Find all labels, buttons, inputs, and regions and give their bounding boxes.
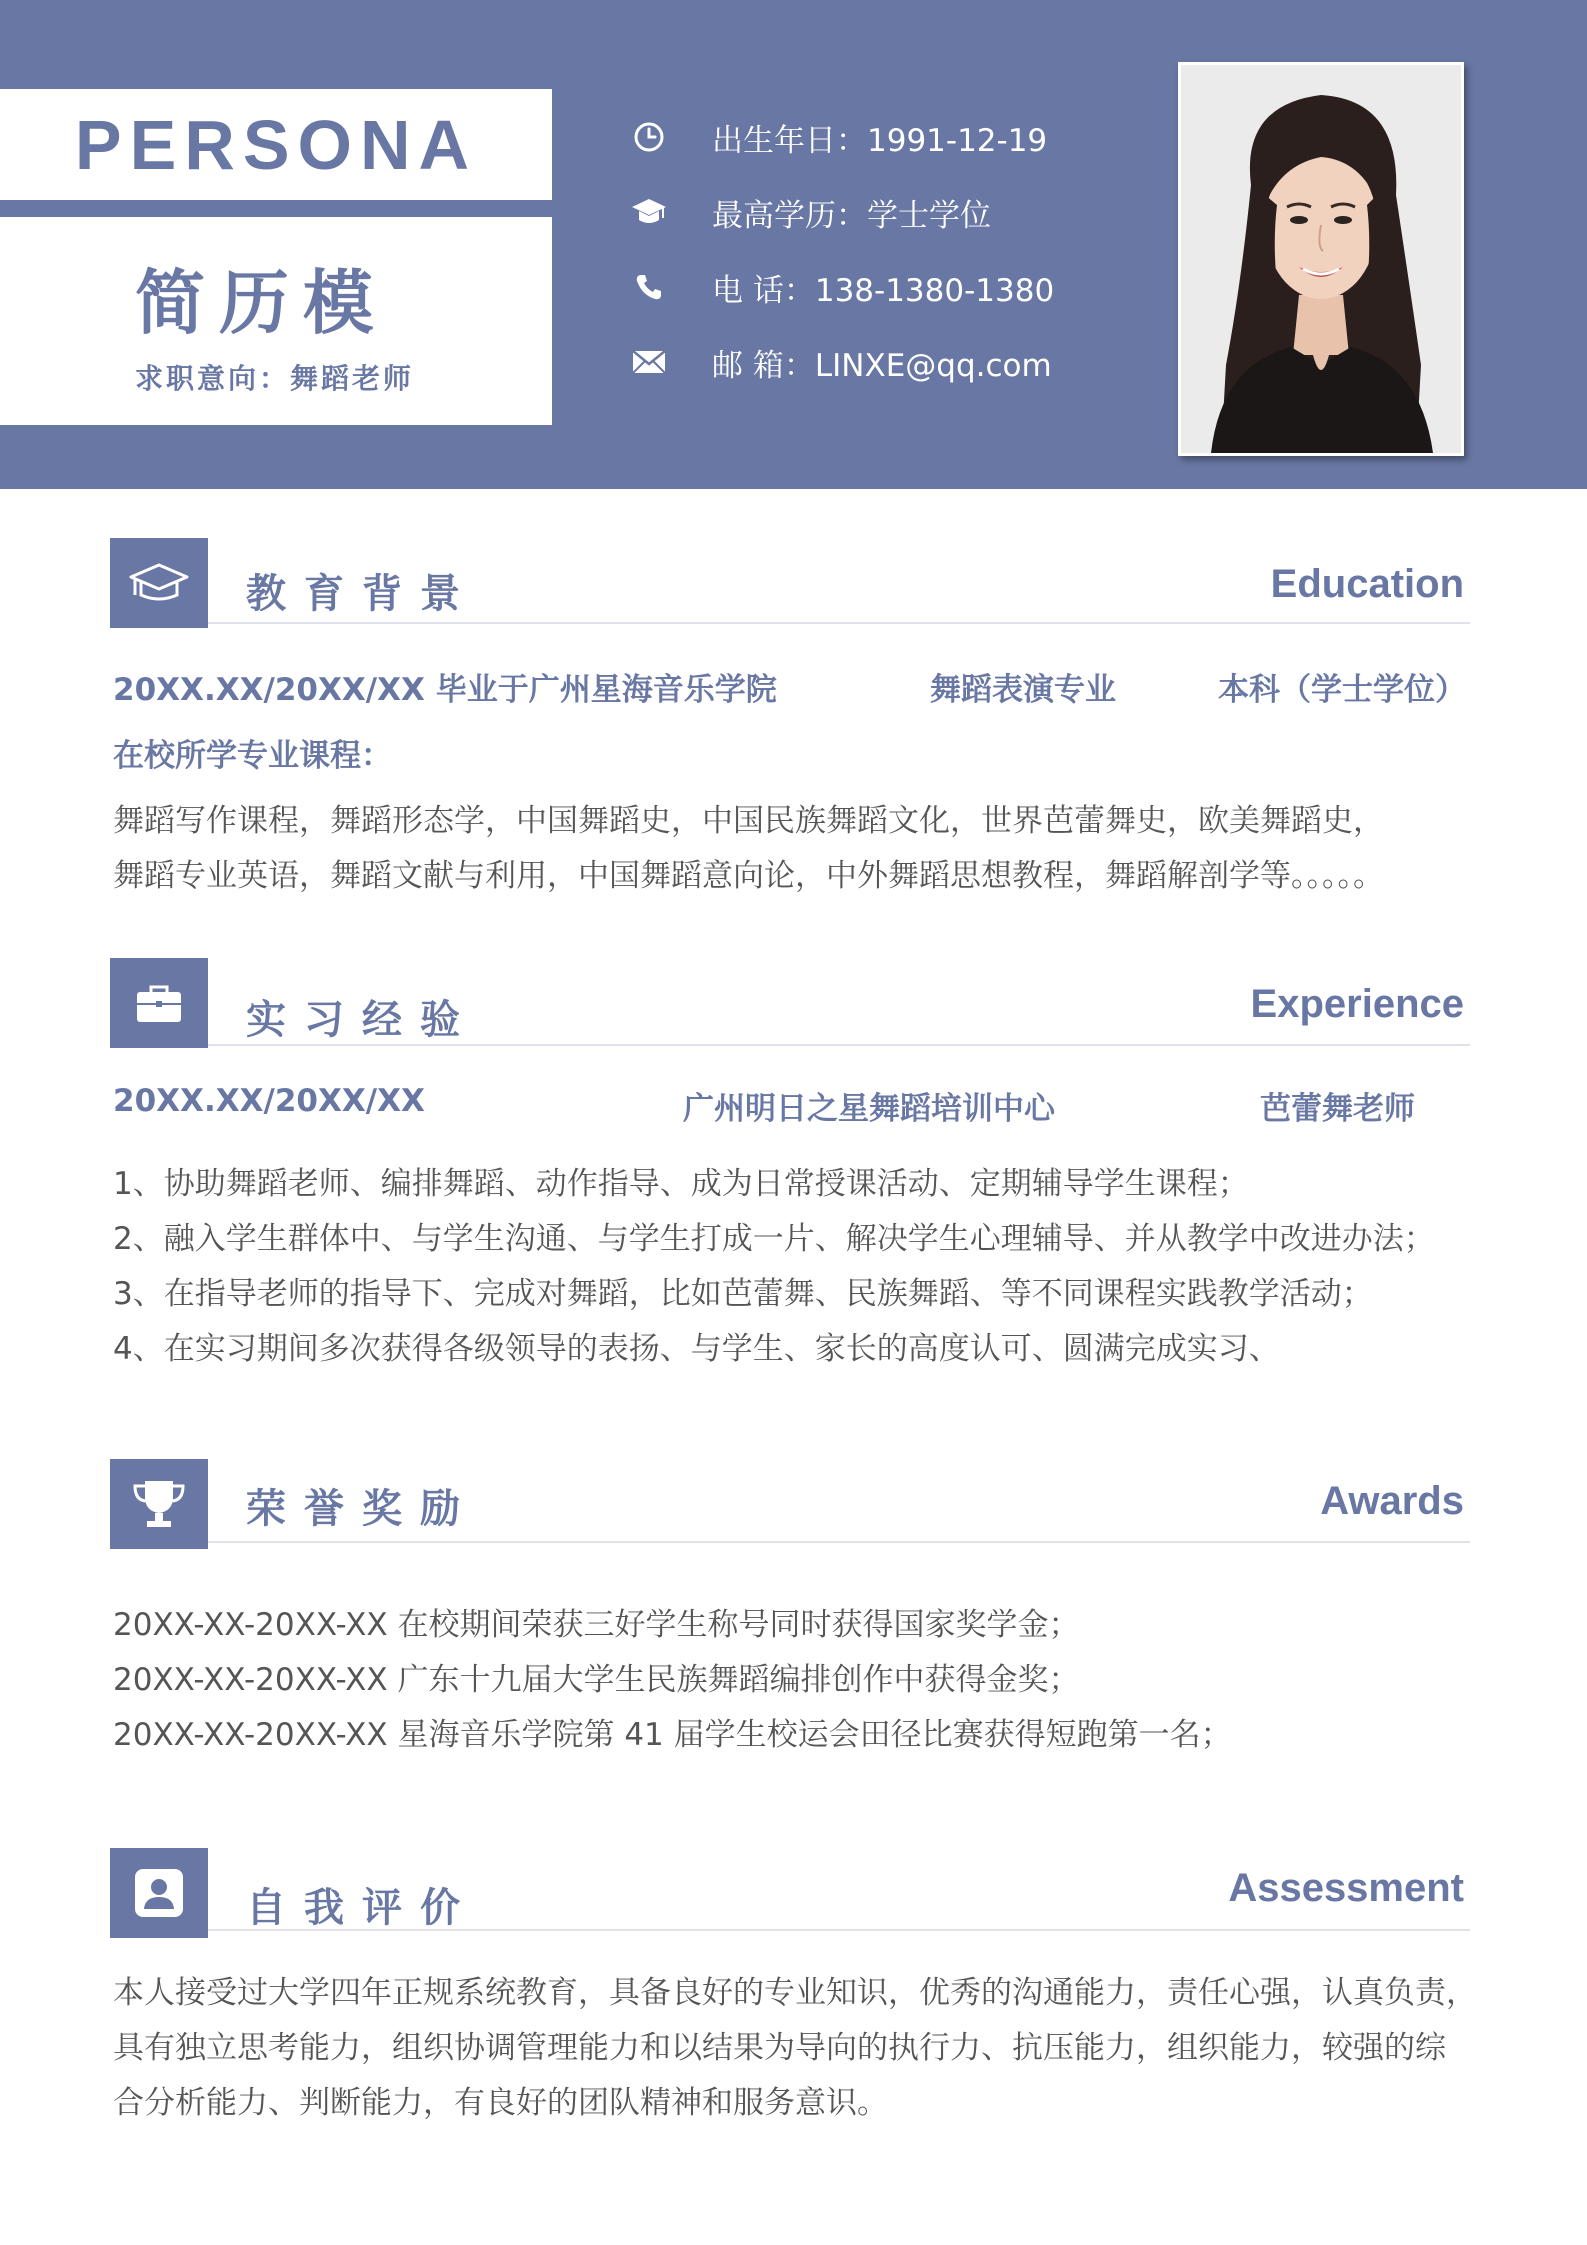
education-divider (208, 622, 1470, 624)
education-section-icon (110, 538, 208, 628)
assessment-divider (208, 1929, 1470, 1931)
award-item: 20XX-XX-20XX-XX 星海音乐学院第 41 届学生校运会田径比赛获得短跑第一名； (113, 1717, 1232, 1753)
experience-item: 2、融入学生群体中、与学生沟通、与学生打成一片、解决学生心理辅导、并从教学中改进办法； (113, 1221, 1435, 1257)
resume-title: 简历模 (135, 262, 387, 344)
education-degree: 本科（学士学位） (1218, 672, 1466, 708)
assessment-line: 具有独立思考能力，组织协调管理能力和以结果为导向的执行力、抗压能力，组织能力，较强的综 (113, 2030, 1446, 2066)
contact-birthday-text: 出生年日：1991-12-19 (712, 122, 1048, 159)
experience-date: 20XX.XX/20XX/XX (113, 1083, 425, 1119)
awards-title-en: Awards (1320, 1479, 1464, 1523)
awards-title: 荣誉奖励 (246, 1486, 478, 1532)
award-item: 20XX-XX-20XX-XX 广东十九届大学生民族舞蹈编排创作中获得金奖； (113, 1662, 1080, 1698)
assessment-line: 合分析能力、判断能力，有良好的团队精神和服务意识。 (113, 2085, 888, 2121)
envelope-icon (630, 343, 668, 381)
experience-section-icon (110, 958, 208, 1048)
education-title: 教育背景 (246, 571, 478, 617)
experience-item: 4、在实习期间多次获得各级领导的表扬、与学生、家长的高度认可、圆满完成实习、 (113, 1331, 1280, 1367)
briefcase-icon (134, 982, 184, 1024)
courses-line: 舞蹈专业英语，舞蹈文献与利用，中国舞蹈意向论，中外舞蹈思想教程，舞蹈解剖学等。。。。。 (113, 858, 1384, 894)
profile-photo (1178, 62, 1464, 456)
assessment-title-en: Assessment (1228, 1866, 1464, 1910)
user-card-icon (131, 1865, 187, 1921)
contact-email (630, 337, 1052, 387)
assessment-section-icon (110, 1848, 208, 1938)
clock-icon (630, 118, 668, 156)
award-item: 20XX-XX-20XX-XX 在校期间荣获三好学生称号同时获得国家奖学金； (113, 1607, 1080, 1643)
contact-degree (630, 187, 991, 237)
phone-icon (630, 268, 668, 306)
experience-company: 广州明日之星舞蹈培训中心 (683, 1091, 1055, 1127)
experience-item: 1、协助舞蹈老师、编排舞蹈、动作指导、成为日常授课活动、定期辅导学生课程； (113, 1166, 1249, 1202)
contact-email-text: 邮 箱：LINXE@qq.com (712, 347, 1052, 384)
awards-section-icon (110, 1459, 208, 1549)
title-block (0, 217, 552, 425)
header-banner (0, 0, 1587, 489)
contact-degree-text: 最高学历：学士学位 (712, 197, 991, 234)
experience-item: 3、在指导老师的指导下、完成对舞蹈，比如芭蕾舞、民族舞蹈、等不同课程实践教学活动； (113, 1276, 1373, 1312)
experience-title-en: Experience (1250, 982, 1464, 1026)
brand-block (0, 89, 552, 200)
trophy-icon (129, 1477, 189, 1531)
graduation-cap-icon (127, 561, 191, 605)
education-date-school: 20XX.XX/20XX/XX 毕业于广州星海音乐学院 (113, 672, 777, 708)
graduation-cap-icon (630, 193, 668, 231)
experience-title: 实习经验 (246, 997, 478, 1043)
experience-role: 芭蕾舞老师 (1260, 1091, 1415, 1127)
brand-word: PERSONA (74, 105, 478, 184)
education-major: 舞蹈表演专业 (930, 672, 1116, 708)
assessment-line: 本人接受过大学四年正规系统教育，具备良好的专业知识，优秀的沟通能力，责任心强，认真负责， (113, 1975, 1477, 2011)
courses-label: 在校所学专业课程： (113, 738, 392, 774)
education-title-en: Education (1270, 562, 1464, 606)
contact-birthday (630, 112, 1047, 162)
courses-line: 舞蹈写作课程，舞蹈形态学，中国舞蹈史，中国民族舞蹈文化，世界芭蕾舞史，欧美舞蹈史， (113, 803, 1384, 839)
awards-divider (208, 1541, 1470, 1543)
assessment-title: 自我评价 (246, 1885, 478, 1931)
job-intent: 求职意向：舞蹈老师 (135, 362, 415, 395)
experience-divider (208, 1044, 1470, 1046)
contact-phone (630, 262, 1054, 312)
contact-phone-text: 电 话：138-1380-1380 (712, 272, 1055, 309)
